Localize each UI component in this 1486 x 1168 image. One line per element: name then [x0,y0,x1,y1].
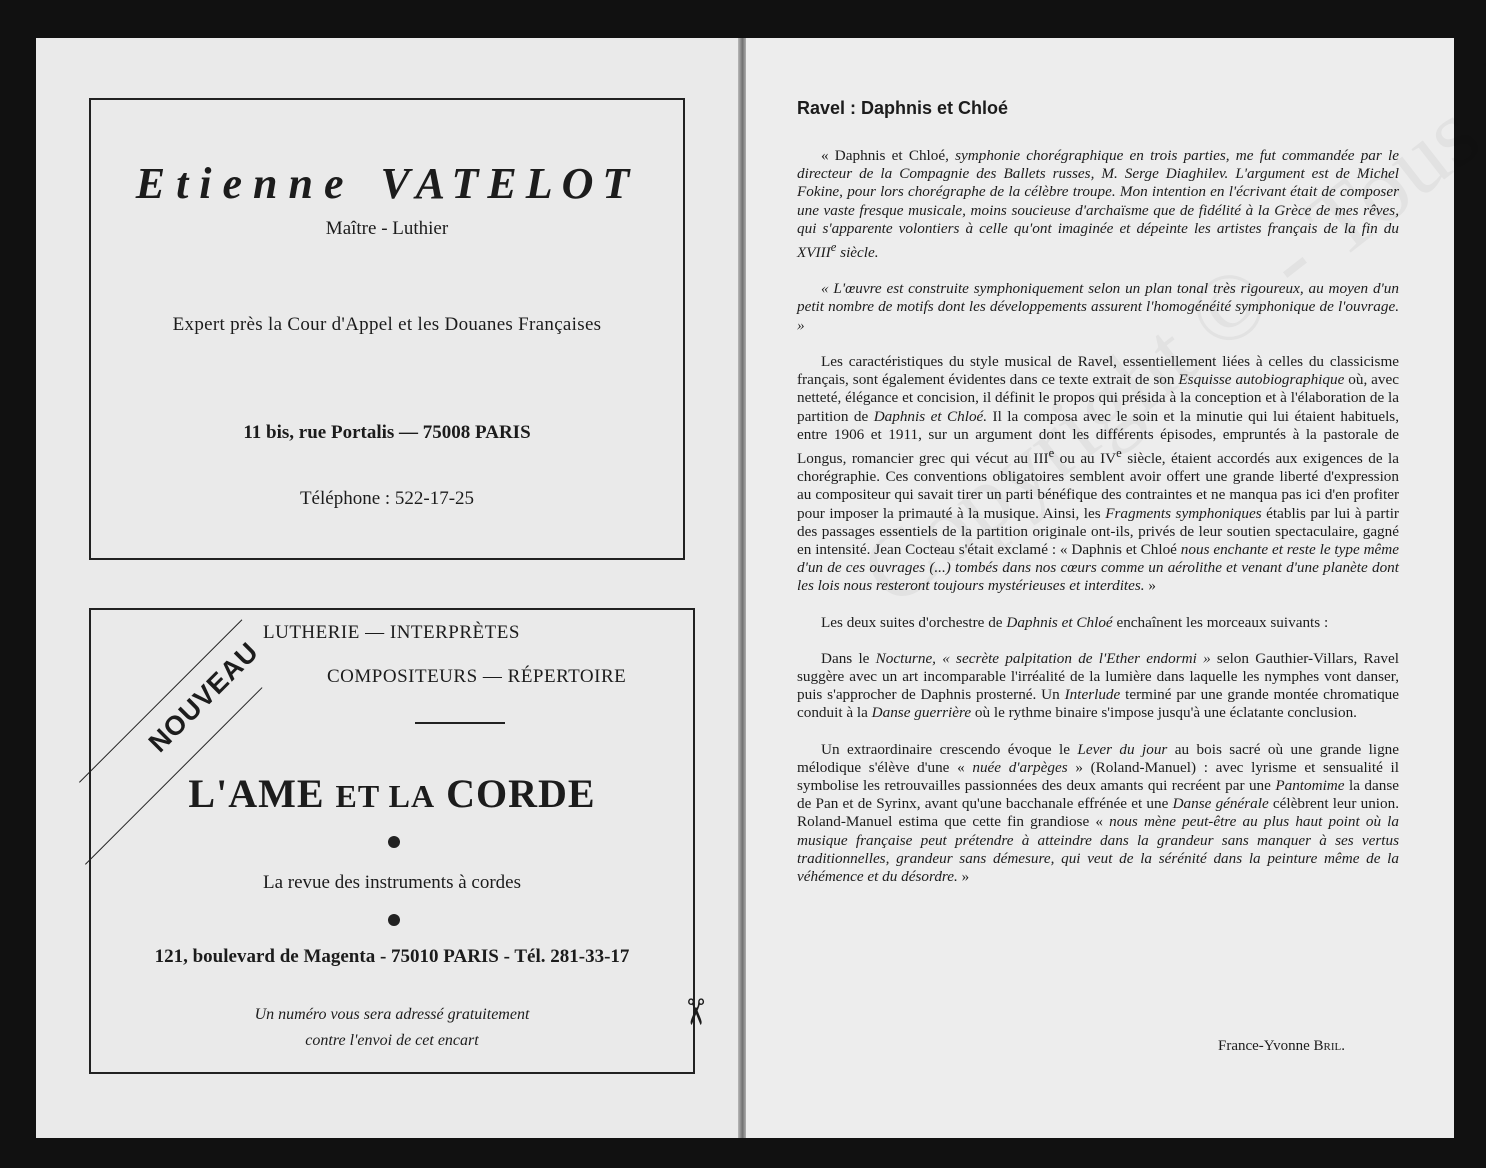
expert-line: Expert près la Cour d'Appel et les Douanes Françaises [172,314,602,335]
bullet-dot [388,914,400,926]
ame-corde-advertisement [89,608,716,1074]
first-name: Etienne [135,159,355,208]
right-page [746,38,1454,1138]
paragraph: « Daphnis et Chloé, symphonie chorégraphique en trois parties, me fut commandée par le directeur de la Compagnie des Ballets russes, M. Serge Diaghilev. L'argument est de Michel Fokine, pour lors chorégraphe de la célèbre troupe. Mon intention en l'écrivant était de composer une vaste fresque musicale, moins soucieuse d'archaïsme que de fidélité à la Grèce de mes rêves, qui s'apparente volontiers à celle qu'ont imaginée et dépeinte les artistes français de la fin du XVIIIe siècle. [797,147,1399,262]
offer-text: Un numéro vous sera adressé gratuitement contre l'envoi de cet encart [254,1006,530,1049]
author-signature: France-Yvonne Bril. [1218,1038,1346,1054]
vatelot-address: 11 bis, rue Portalis — 75008 PARIS [243,422,531,443]
revue-address: 121, boulevard de Magenta - 75010 PARIS - Tél. 281-33-17 [154,946,630,967]
paragraph: Les caractéristiques du style musical de Ravel, essentiellement liées à celles du classicisme français, sont également évidentes dans ce texte extrait de son Esquisse autobiographique où, avec netteté, élégance et concision, il définit le propos qui présida à la conception et à l'élaboration de la partition de Daphnis et Chloé. Il la composa avec le soin et la minutie qui lui étaient habituels, entre 1906 et 1911, sur un argument dont les différents épisodes, empruntés à la pastorale de Longus, romancier grec qui vécut au IIIe ou au IVe siècle, étaient accordés aux exigences de la chorégraphie. Ces conventions obligatoires semblent avoir offert une grande liberté d'expression au compositeur qui savait tirer un parti bénéfique des contraintes et ne manqua pas ici d'en profiter pour imposer la primauté à la musique. Ainsi, les Fragments symphoniques établis par lui à partir des passages essentiels de la partition originale ont-ils, privés de leur soutien spectaculaire, gagné en intensité. Jean Cocteau s'était exclamé : « Daphnis et Chloé nous enchante et reste le type même d'un de ces ouvrages (...) tombés dans nos cœurs comme un aérolithe et venant d'une planète dont les lois nous resteront toujours mystérieuses et interdites. » [797,352,1400,595]
paragraph: « L'œuvre est construite symphoniquement selon un plan tonal très rigoureux, au moyen d'un petit nombre de motifs dont les développements assurent l'homogénéité symphonique de l'ouvrage. » [797,280,1399,334]
paragraph: Un extraordinaire crescendo évoque le Lever du jour au bois sacré où une grande ligne mélodique s'élève d'une « nuée d'arpèges » (Roland-Manuel) : avec lyrisme et sensualité il symbolise les retrouvailles passionnées des deux amants qui recréent par une Pantomime la danse de Pan et de Syrinx, avant qu'une bacchanale effrénée et une Danse générale célèbrent leur union. Roland-Manuel estima que cette fin grandiose « nous mène peut-être au plus haut point où la musique française peut prétendre à atteindre dans la grandeur sans manquer à ses vertus traditionnelles, grandeur sans démesure, qui veut de la sérénité dans la peinture même de la véhémence et du désordre. » [797,740,1399,886]
vatelot-phone: Téléphone : 522-17-25 [299,488,475,509]
topics-line-2: COMPOSITEURS — RÉPERTOIRE [327,666,627,687]
article-heading: Ravel : Daphnis et Chloé [797,98,1009,118]
nouveau-ribbon: NOUVEAU [142,636,265,758]
scissors-icon: ✂ [674,996,716,1028]
revue-title: L'AME ET LA CORDE [188,771,596,816]
bullet-dot [388,836,400,848]
revue-description: La revue des instruments à cordes [263,872,521,893]
divider-rule [415,722,505,724]
paragraph: Dans le Nocturne, « secrète palpitation de l'Ether endormi » selon Gauthier-Villars, Ravel suggère avec un art incomparable l'irréalité de la lumière dans laquelle les nymphes vont danser, puis s'approcher de Daphnis prosterné. Un Interlude terminé par une grande montée chromatique conduit à la Danse guerrière où le rythme binaire s'impose jusqu'à une éclatante conclusion. [797,649,1399,722]
topics-line-1: LUTHERIE — INTERPRÈTES [263,622,520,643]
article [797,98,1399,904]
vatelot-advertisement [89,98,685,560]
luthier-name [91,158,683,209]
surname: VATELOT [380,159,639,208]
luthier-title: Maître - Luthier [325,218,449,239]
paragraph: Les deux suites d'orchestre de Daphnis et Chloé enchaînent les morceaux suivants : [821,613,1329,631]
left-page [36,38,740,1138]
